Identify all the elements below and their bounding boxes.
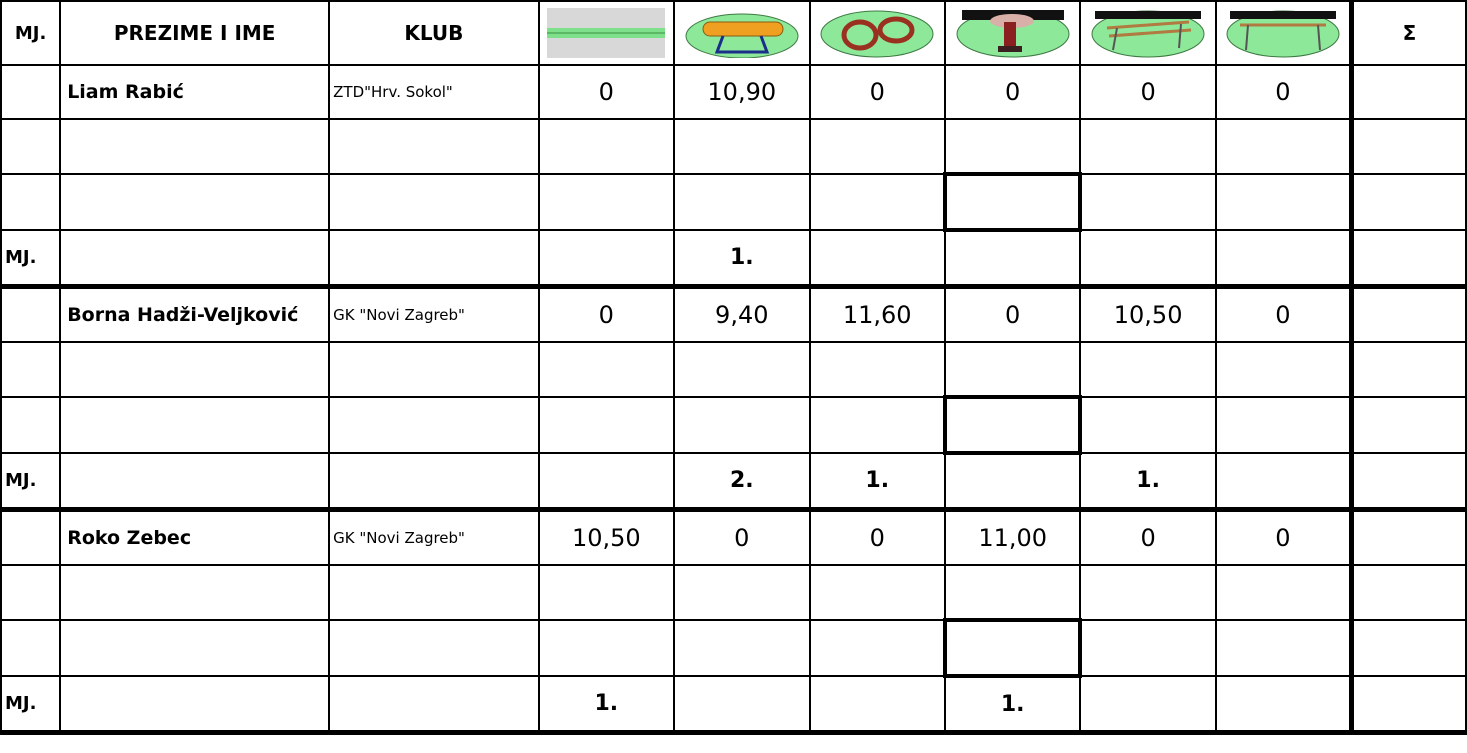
blank-cell (945, 174, 1080, 230)
placement-row (1, 230, 1466, 287)
blank-cell (1351, 620, 1466, 676)
score-cell: 0 (1080, 65, 1215, 119)
blank-cell (60, 620, 329, 676)
place-cell (1, 65, 60, 119)
blank-cell (60, 342, 329, 397)
placement-cell: 1. (674, 230, 809, 287)
blank-cell (1, 620, 60, 676)
score-cell: 0 (1216, 65, 1352, 119)
blank-cell (60, 453, 329, 510)
placement-cell (1216, 453, 1352, 510)
competitor-name: Liam Rabić (60, 65, 329, 119)
blank-cell (539, 119, 674, 174)
blank-cell (60, 119, 329, 174)
score-cell: 10,90 (674, 65, 809, 119)
score-cell: 10,50 (1080, 287, 1215, 343)
total-cell (1351, 287, 1466, 343)
placement-cell: 1. (945, 676, 1080, 733)
parallel-bars-icon (1089, 8, 1207, 58)
blank-cell (674, 119, 809, 174)
blank-cell (1351, 453, 1466, 510)
blank-cell (1351, 397, 1466, 453)
blank-cell (1216, 119, 1352, 174)
header-floor (539, 1, 674, 65)
blank-row (1, 174, 1466, 230)
blank-cell (329, 119, 538, 174)
score-cell: 0 (539, 287, 674, 343)
header-pommel-horse (674, 1, 809, 65)
pommel-horse-icon (683, 8, 801, 58)
total-cell (1351, 510, 1466, 566)
place-cell (1, 510, 60, 566)
placement-label: MJ. (1, 453, 60, 510)
placement-cell (1080, 230, 1215, 287)
score-cell: 10,50 (539, 510, 674, 566)
blank-cell (1216, 397, 1352, 453)
header-name: PREZIME I IME (60, 1, 329, 65)
placement-cell (1080, 676, 1215, 733)
blank-cell (810, 119, 945, 174)
score-cell: 9,40 (674, 287, 809, 343)
header-rings (810, 1, 945, 65)
blank-cell (810, 620, 945, 676)
placement-cell (1216, 676, 1352, 733)
blank-cell (1216, 342, 1352, 397)
header-club: KLUB (329, 1, 538, 65)
blank-row (1, 620, 1466, 676)
blank-cell (674, 397, 809, 453)
score-cell: 0 (1216, 287, 1352, 343)
blank-cell (60, 565, 329, 620)
blank-cell (1080, 119, 1215, 174)
blank-cell (674, 565, 809, 620)
blank-cell (1, 119, 60, 174)
blank-cell (945, 565, 1080, 620)
blank-cell (1080, 397, 1215, 453)
score-cell: 0 (945, 65, 1080, 119)
blank-cell (60, 174, 329, 230)
score-cell: 0 (810, 65, 945, 119)
blank-cell (674, 174, 809, 230)
blank-cell (1351, 174, 1466, 230)
header-high-bar (1216, 1, 1352, 65)
blank-cell (539, 620, 674, 676)
blank-cell (810, 174, 945, 230)
rings-icon (818, 8, 936, 58)
blank-cell (1351, 342, 1466, 397)
blank-row (1, 565, 1466, 620)
placement-cell (674, 676, 809, 733)
score-cell: 11,00 (945, 510, 1080, 566)
placement-cell (810, 230, 945, 287)
blank-cell (1, 342, 60, 397)
placement-label: MJ. (1, 676, 60, 733)
placement-label: MJ. (1, 230, 60, 287)
header-vault (945, 1, 1080, 65)
blank-cell (329, 174, 538, 230)
blank-cell (1, 397, 60, 453)
placement-cell (945, 453, 1080, 510)
placement-cell (945, 230, 1080, 287)
header-sum: Σ (1351, 1, 1466, 65)
blank-cell (539, 174, 674, 230)
competitor-club: GK "Novi Zagreb" (329, 510, 538, 566)
total-cell (1351, 65, 1466, 119)
blank-cell (1080, 174, 1215, 230)
placement-cell (810, 676, 945, 733)
placement-cell (539, 230, 674, 287)
blank-cell (674, 342, 809, 397)
blank-cell (539, 397, 674, 453)
score-cell: 0 (1216, 510, 1352, 566)
score-cell: 0 (810, 510, 945, 566)
blank-cell (1080, 342, 1215, 397)
competitor-score-row (1, 65, 1466, 119)
competitor-name: Roko Zebec (60, 510, 329, 566)
blank-cell (60, 397, 329, 453)
score-cell: 0 (539, 65, 674, 119)
score-cell: 0 (945, 287, 1080, 343)
vault-icon (954, 8, 1072, 58)
header-parallel-bars (1080, 1, 1215, 65)
blank-cell (1351, 230, 1466, 287)
place-cell (1, 287, 60, 343)
placement-cell (539, 453, 674, 510)
competitor-name: Borna Hadži-Veljković (60, 287, 329, 343)
blank-row (1, 342, 1466, 397)
blank-cell (1216, 174, 1352, 230)
competitor-score-row (1, 510, 1466, 566)
blank-cell (810, 397, 945, 453)
blank-cell (329, 620, 538, 676)
blank-cell (1080, 565, 1215, 620)
placement-row (1, 676, 1466, 733)
blank-cell (329, 453, 538, 510)
blank-cell (329, 676, 538, 733)
blank-cell (329, 397, 538, 453)
placement-cell (1216, 230, 1352, 287)
blank-cell (1080, 620, 1215, 676)
blank-cell (945, 342, 1080, 397)
header-mj: MJ. (1, 1, 60, 65)
floor-icon (547, 8, 665, 58)
score-cell: 0 (1080, 510, 1215, 566)
blank-cell (1351, 676, 1466, 733)
blank-cell (539, 342, 674, 397)
score-cell: 0 (674, 510, 809, 566)
blank-cell (674, 620, 809, 676)
blank-cell (60, 676, 329, 733)
blank-cell (329, 565, 538, 620)
blank-cell (539, 565, 674, 620)
blank-cell (1351, 119, 1466, 174)
blank-cell (945, 119, 1080, 174)
blank-cell (945, 397, 1080, 453)
competitor-score-row (1, 287, 1466, 343)
blank-cell (1351, 565, 1466, 620)
score-cell: 11,60 (810, 287, 945, 343)
blank-cell (1, 174, 60, 230)
placement-cell: 1. (539, 676, 674, 733)
competitor-club: ZTD"Hrv. Sokol" (329, 65, 538, 119)
blank-row (1, 119, 1466, 174)
header-row (1, 1, 1466, 65)
blank-cell (1216, 620, 1352, 676)
placement-row (1, 453, 1466, 510)
high-bar-icon (1224, 8, 1342, 58)
placement-cell: 1. (1080, 453, 1215, 510)
placement-cell: 1. (810, 453, 945, 510)
blank-cell (60, 230, 329, 287)
placement-cell: 2. (674, 453, 809, 510)
blank-row (1, 397, 1466, 453)
blank-cell (1216, 565, 1352, 620)
blank-cell (810, 565, 945, 620)
competitor-club: GK "Novi Zagreb" (329, 287, 538, 343)
blank-cell (1, 565, 60, 620)
blank-cell (329, 230, 538, 287)
blank-cell (810, 342, 945, 397)
blank-cell (945, 620, 1080, 676)
blank-cell (329, 342, 538, 397)
